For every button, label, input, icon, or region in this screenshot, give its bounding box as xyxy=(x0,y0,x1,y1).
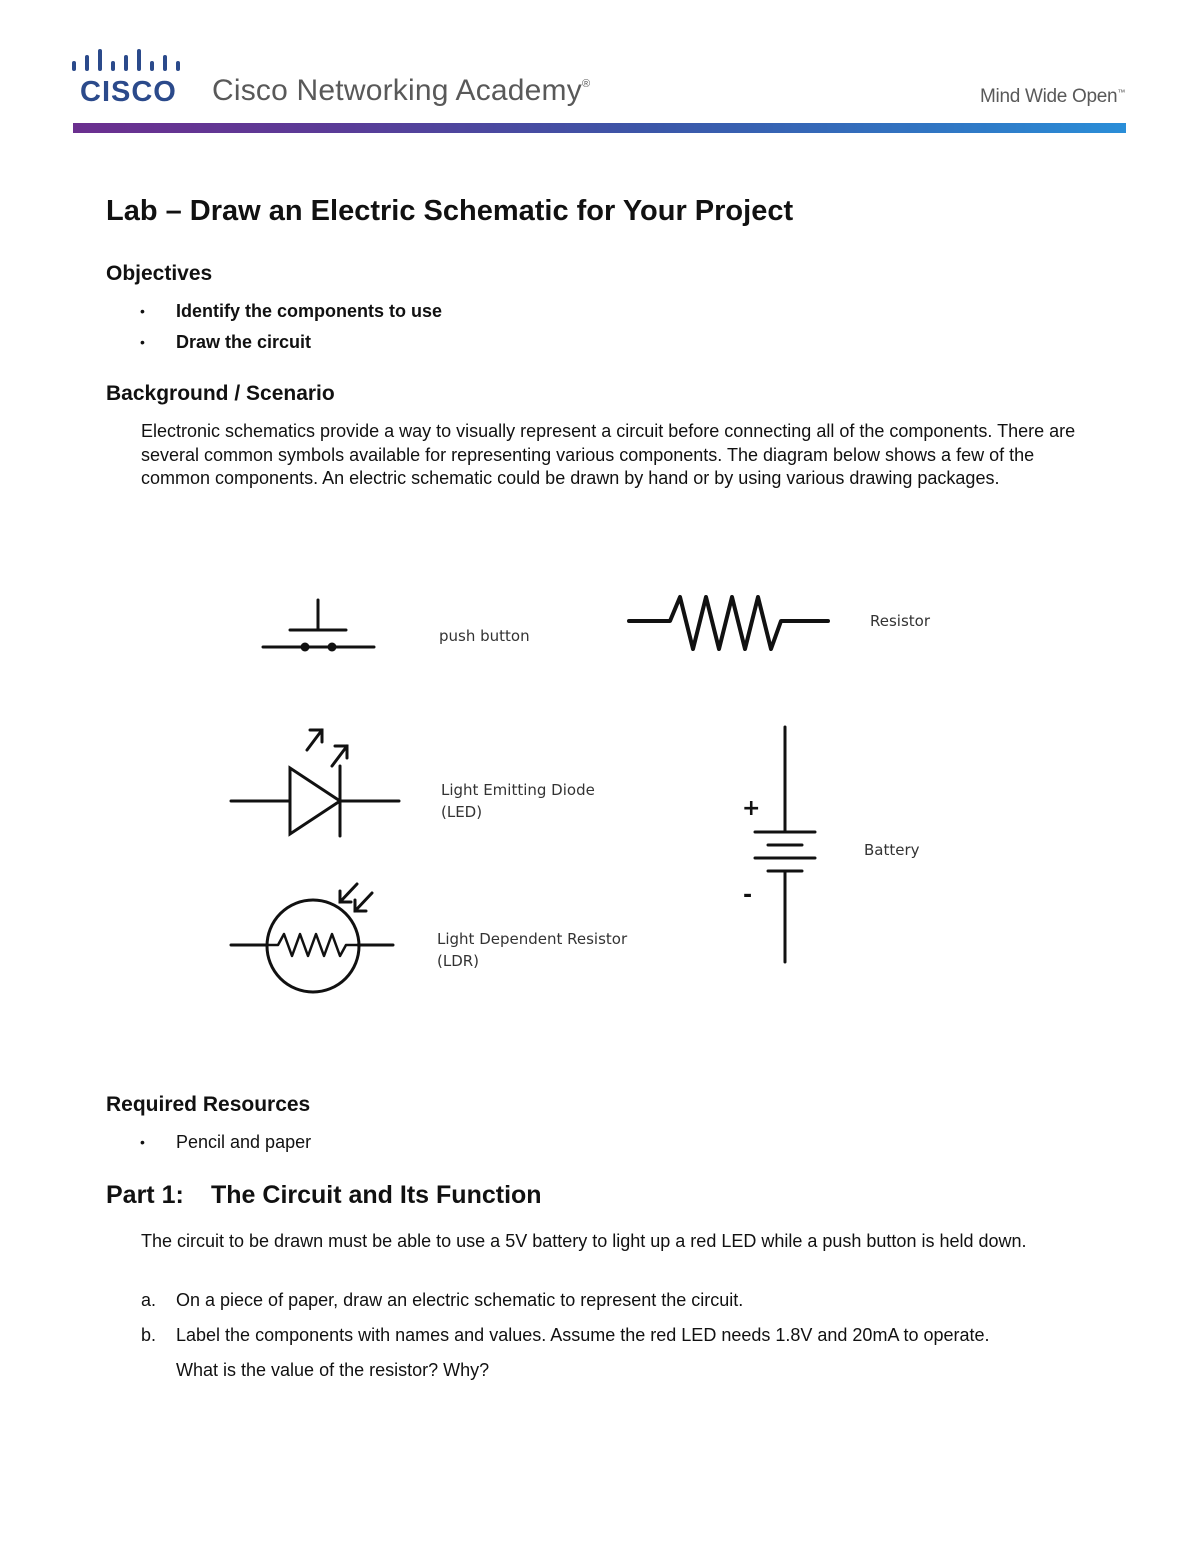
led-label-line2: (LED) xyxy=(441,803,483,821)
academy-name xyxy=(212,74,590,108)
bullet-icon: • xyxy=(140,303,145,319)
part1-title: The Circuit and Its Function xyxy=(211,1181,542,1209)
led-label-line1: Light Emitting Diode xyxy=(441,781,595,799)
battery-plus-sign: + xyxy=(742,796,761,821)
cisco-logo-word: CISCO xyxy=(80,76,177,108)
objective-text: Identify the components to use xyxy=(176,301,443,321)
tagline-text: Mind Wide Open xyxy=(980,86,1118,107)
academy-name-text: Cisco Networking Academy xyxy=(212,74,582,107)
part1-intro: The circuit to be drawn must be able to use a 5V battery to light up a red LED while a push button is held down. xyxy=(141,1231,1027,1251)
ldr-symbol xyxy=(231,884,393,992)
cisco-bars-icon xyxy=(72,46,184,76)
led-symbol xyxy=(231,730,399,836)
resource-text: Pencil and paper xyxy=(176,1132,312,1152)
battery-symbol xyxy=(755,727,815,962)
background-paragraph: Electronic schematics provide a way to visually represent a circuit before connecting all of the components. There are several common symbols available for representing various components. The diagram below shows a few of the common components. An electric schematic could be drawn by hand or by using various drawing packages. xyxy=(141,421,1076,488)
objectives-heading: Objectives xyxy=(106,262,213,285)
resistor-label: Resistor xyxy=(870,612,930,630)
trademark-mark: ™ xyxy=(1117,88,1126,97)
background-heading: Background / Scenario xyxy=(106,382,335,405)
registered-mark: ® xyxy=(581,78,591,90)
battery-minus-sign: - xyxy=(743,883,753,908)
ldr-label-line2: (LDR) xyxy=(437,952,480,970)
bullet-icon: • xyxy=(140,1134,145,1150)
objective-text: Draw the circuit xyxy=(176,332,312,352)
resources-heading: Required Resources xyxy=(106,1093,311,1116)
component-symbols-diagram xyxy=(220,585,960,1005)
push-button-symbol xyxy=(263,600,374,647)
bullet-icon: • xyxy=(140,334,145,350)
part1-number: Part 1: xyxy=(106,1181,184,1209)
part1-heading xyxy=(106,1181,542,1210)
tagline xyxy=(980,86,1125,108)
page-header xyxy=(0,0,1200,140)
page-title: Lab – Draw an Electric Schematic for Your Project xyxy=(106,195,794,227)
header-gradient-rule xyxy=(73,123,1126,133)
resistor-symbol xyxy=(629,597,828,649)
step-text: On a piece of paper, draw an electric schematic to represent the circuit. xyxy=(176,1290,744,1310)
step-letter: b. xyxy=(141,1325,157,1345)
push-button-label: push button xyxy=(439,627,530,645)
step-text: Label the components with names and values. Assume the red LED needs 1.8V and 20mA to operate. What is the value of the resistor? Why? xyxy=(176,1325,990,1380)
step-letter: a. xyxy=(141,1290,157,1310)
battery-label: Battery xyxy=(864,841,920,859)
ldr-label-line1: Light Dependent Resistor xyxy=(437,930,628,948)
